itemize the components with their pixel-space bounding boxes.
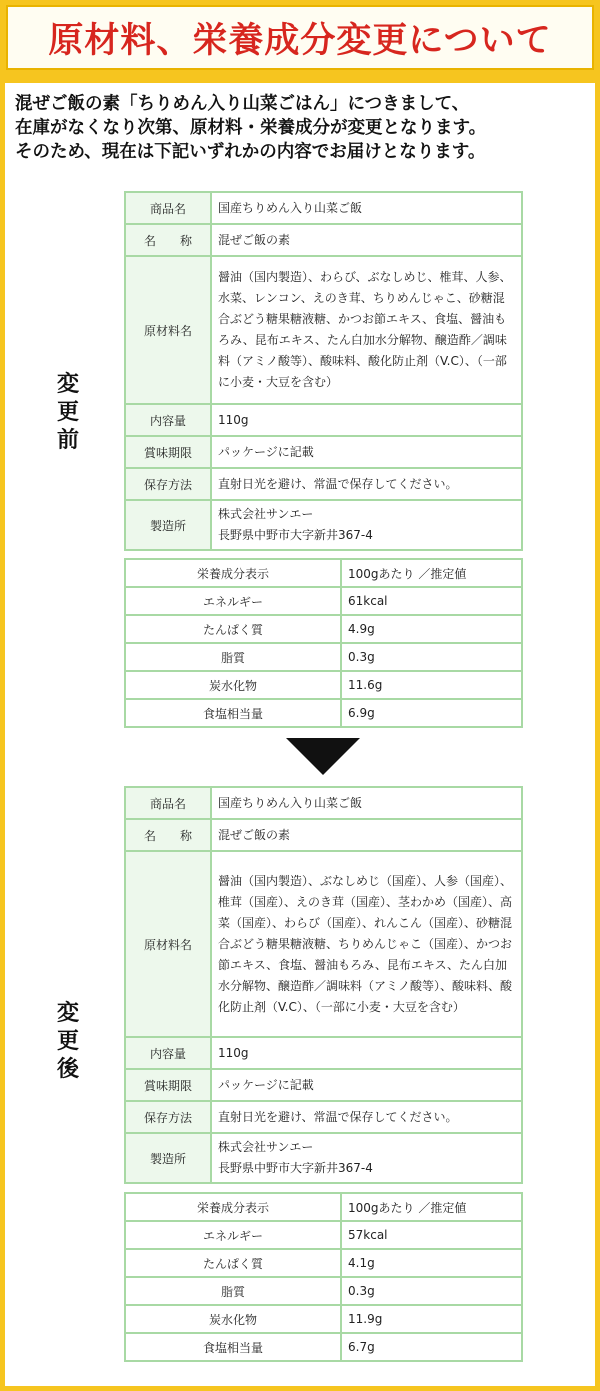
before-label-char: 更 xyxy=(56,400,79,425)
spec-row xyxy=(125,436,522,468)
nutrition-value: 6.7g xyxy=(341,1333,522,1361)
nutrition-key: 脂質 xyxy=(125,1277,341,1305)
spec-key: 商品名 xyxy=(125,192,211,224)
spec-key: 原材料名 xyxy=(125,851,211,1037)
nutrition-row xyxy=(125,1193,522,1221)
after-label-char: 後 xyxy=(56,1057,79,1082)
nutrition-row xyxy=(125,587,522,615)
spec-value: 直射日光を避け、常温で保存してください。 xyxy=(211,468,522,500)
nutrition-key: 食塩相当量 xyxy=(125,699,341,727)
spec-row xyxy=(125,1101,522,1133)
spec-row xyxy=(125,500,522,550)
spec-row xyxy=(125,1069,522,1101)
intro-line: 混ぜご飯の素「ちりめん入り山菜ごはん」につきまして、 xyxy=(15,94,470,114)
nutrition-row xyxy=(125,699,522,727)
spec-key: 保存方法 xyxy=(125,468,211,500)
spec-row xyxy=(125,192,522,224)
spec-value: 110g xyxy=(211,1037,522,1069)
header-box xyxy=(6,5,594,70)
down-triangle-icon xyxy=(286,738,360,775)
after-label xyxy=(48,1000,88,1084)
nutrition-row xyxy=(125,643,522,671)
spec-value: 国産ちりめん入り山菜ご飯 xyxy=(211,192,522,224)
nutrition-value: 4.9g xyxy=(341,615,522,643)
nutrition-value: 57kcal xyxy=(341,1221,522,1249)
spec-key: 原材料名 xyxy=(125,256,211,404)
before-label xyxy=(48,371,88,455)
spec-row xyxy=(125,404,522,436)
nutrition-key: 脂質 xyxy=(125,643,341,671)
nutrition-key: 炭水化物 xyxy=(125,671,341,699)
nutrition-key: 栄養成分表示 xyxy=(125,1193,341,1221)
nutrition-row xyxy=(125,559,522,587)
after-spec-table xyxy=(124,786,523,1184)
spec-value: 110g xyxy=(211,404,522,436)
spec-key: 内容量 xyxy=(125,404,211,436)
nutrition-value: 6.9g xyxy=(341,699,522,727)
intro-line: そのため、現在は下記いずれかの内容でお届けとなります。 xyxy=(15,142,486,162)
spec-row xyxy=(125,819,522,851)
nutrition-value: 11.9g xyxy=(341,1305,522,1333)
spec-value: 混ぜご飯の素 xyxy=(211,819,522,851)
spec-key: 内容量 xyxy=(125,1037,211,1069)
nutrition-row xyxy=(125,1277,522,1305)
nutrition-value: 100gあたり ／推定値 xyxy=(341,1193,522,1221)
nutrition-row xyxy=(125,1249,522,1277)
nutrition-row xyxy=(125,1333,522,1361)
before-nutrition-table xyxy=(124,558,523,728)
nutrition-value: 11.6g xyxy=(341,671,522,699)
page-title: 原材料、栄養成分変更について xyxy=(48,20,552,61)
spec-row xyxy=(125,468,522,500)
nutrition-key: たんぱく質 xyxy=(125,1249,341,1277)
intro-line: 在庫がなくなり次第、原材料・栄養成分が変更となります。 xyxy=(15,118,487,138)
header-banner xyxy=(0,0,600,83)
spec-key: 賞味期限 xyxy=(125,1069,211,1101)
nutrition-value: 0.3g xyxy=(341,643,522,671)
after-label-char: 変 xyxy=(56,1001,79,1026)
spec-row xyxy=(125,787,522,819)
nutrition-key: たんぱく質 xyxy=(125,615,341,643)
nutrition-value: 100gあたり ／推定値 xyxy=(341,559,522,587)
spec-key: 名 称 xyxy=(125,819,211,851)
nutrition-value: 61kcal xyxy=(341,587,522,615)
before-spec-table xyxy=(124,191,523,551)
spec-key: 名 称 xyxy=(125,224,211,256)
nutrition-row xyxy=(125,671,522,699)
spec-value: 醤油（国内製造）、わらび、ぶなしめじ、椎茸、人参、水菜、レンコン、えのき茸、ちりめんじゃこ、砂糖混合ぶどう糖果糖液糖、かつお節エキス、食塩、醤油もろみ、昆布エキス、たん白加水分解物、醸造酢／調味料（アミノ酸等）、酸味料、酸化防止剤（V.C）、（一部に小麦・大豆を含む） xyxy=(211,256,522,404)
nutrition-key: エネルギー xyxy=(125,1221,341,1249)
spec-row xyxy=(125,256,522,404)
nutrition-row xyxy=(125,1221,522,1249)
nutrition-key: 栄養成分表示 xyxy=(125,559,341,587)
nutrition-row xyxy=(125,1305,522,1333)
spec-value: 直射日光を避け、常温で保存してください。 xyxy=(211,1101,522,1133)
nutrition-key: エネルギー xyxy=(125,587,341,615)
nutrition-value: 0.3g xyxy=(341,1277,522,1305)
before-label-char: 変 xyxy=(56,372,79,397)
spec-value: 株式会社サンエー 長野県中野市大字新井367-4 xyxy=(211,1133,522,1183)
spec-value: 混ぜご飯の素 xyxy=(211,224,522,256)
intro-text xyxy=(15,92,590,164)
nutrition-key: 食塩相当量 xyxy=(125,1333,341,1361)
after-nutrition-table xyxy=(124,1192,523,1362)
spec-row xyxy=(125,224,522,256)
spec-key: 賞味期限 xyxy=(125,436,211,468)
spec-row xyxy=(125,851,522,1037)
before-label-char: 前 xyxy=(56,428,79,453)
spec-row xyxy=(125,1133,522,1183)
nutrition-row xyxy=(125,615,522,643)
after-label-char: 更 xyxy=(56,1029,79,1054)
spec-value: 国産ちりめん入り山菜ご飯 xyxy=(211,787,522,819)
nutrition-value: 4.1g xyxy=(341,1249,522,1277)
spec-value: 醤油（国内製造）、ぶなしめじ（国産）、人参（国産）、椎茸（国産）、えのき茸（国産）、茎わかめ（国産）、高菜（国産）、わらび（国産）、れんこん（国産）、砂糖混合ぶどう糖果糖液糖、ちりめんじゃこ（国産）、かつお節エキス、食塩、醤油もろみ、昆布エキス、たん白加水分解物、醸造酢／調味料（アミノ酸等）、酸味料、酸化防止剤（V.C）、（一部に小麦・大豆を含む） xyxy=(211,851,522,1037)
nutrition-key: 炭水化物 xyxy=(125,1305,341,1333)
spec-value: パッケージに記載 xyxy=(211,1069,522,1101)
spec-value: 株式会社サンエー 長野県中野市大字新井367-4 xyxy=(211,500,522,550)
spec-row xyxy=(125,1037,522,1069)
spec-key: 商品名 xyxy=(125,787,211,819)
spec-key: 製造所 xyxy=(125,500,211,550)
spec-key: 製造所 xyxy=(125,1133,211,1183)
spec-key: 保存方法 xyxy=(125,1101,211,1133)
spec-value: パッケージに記載 xyxy=(211,436,522,468)
